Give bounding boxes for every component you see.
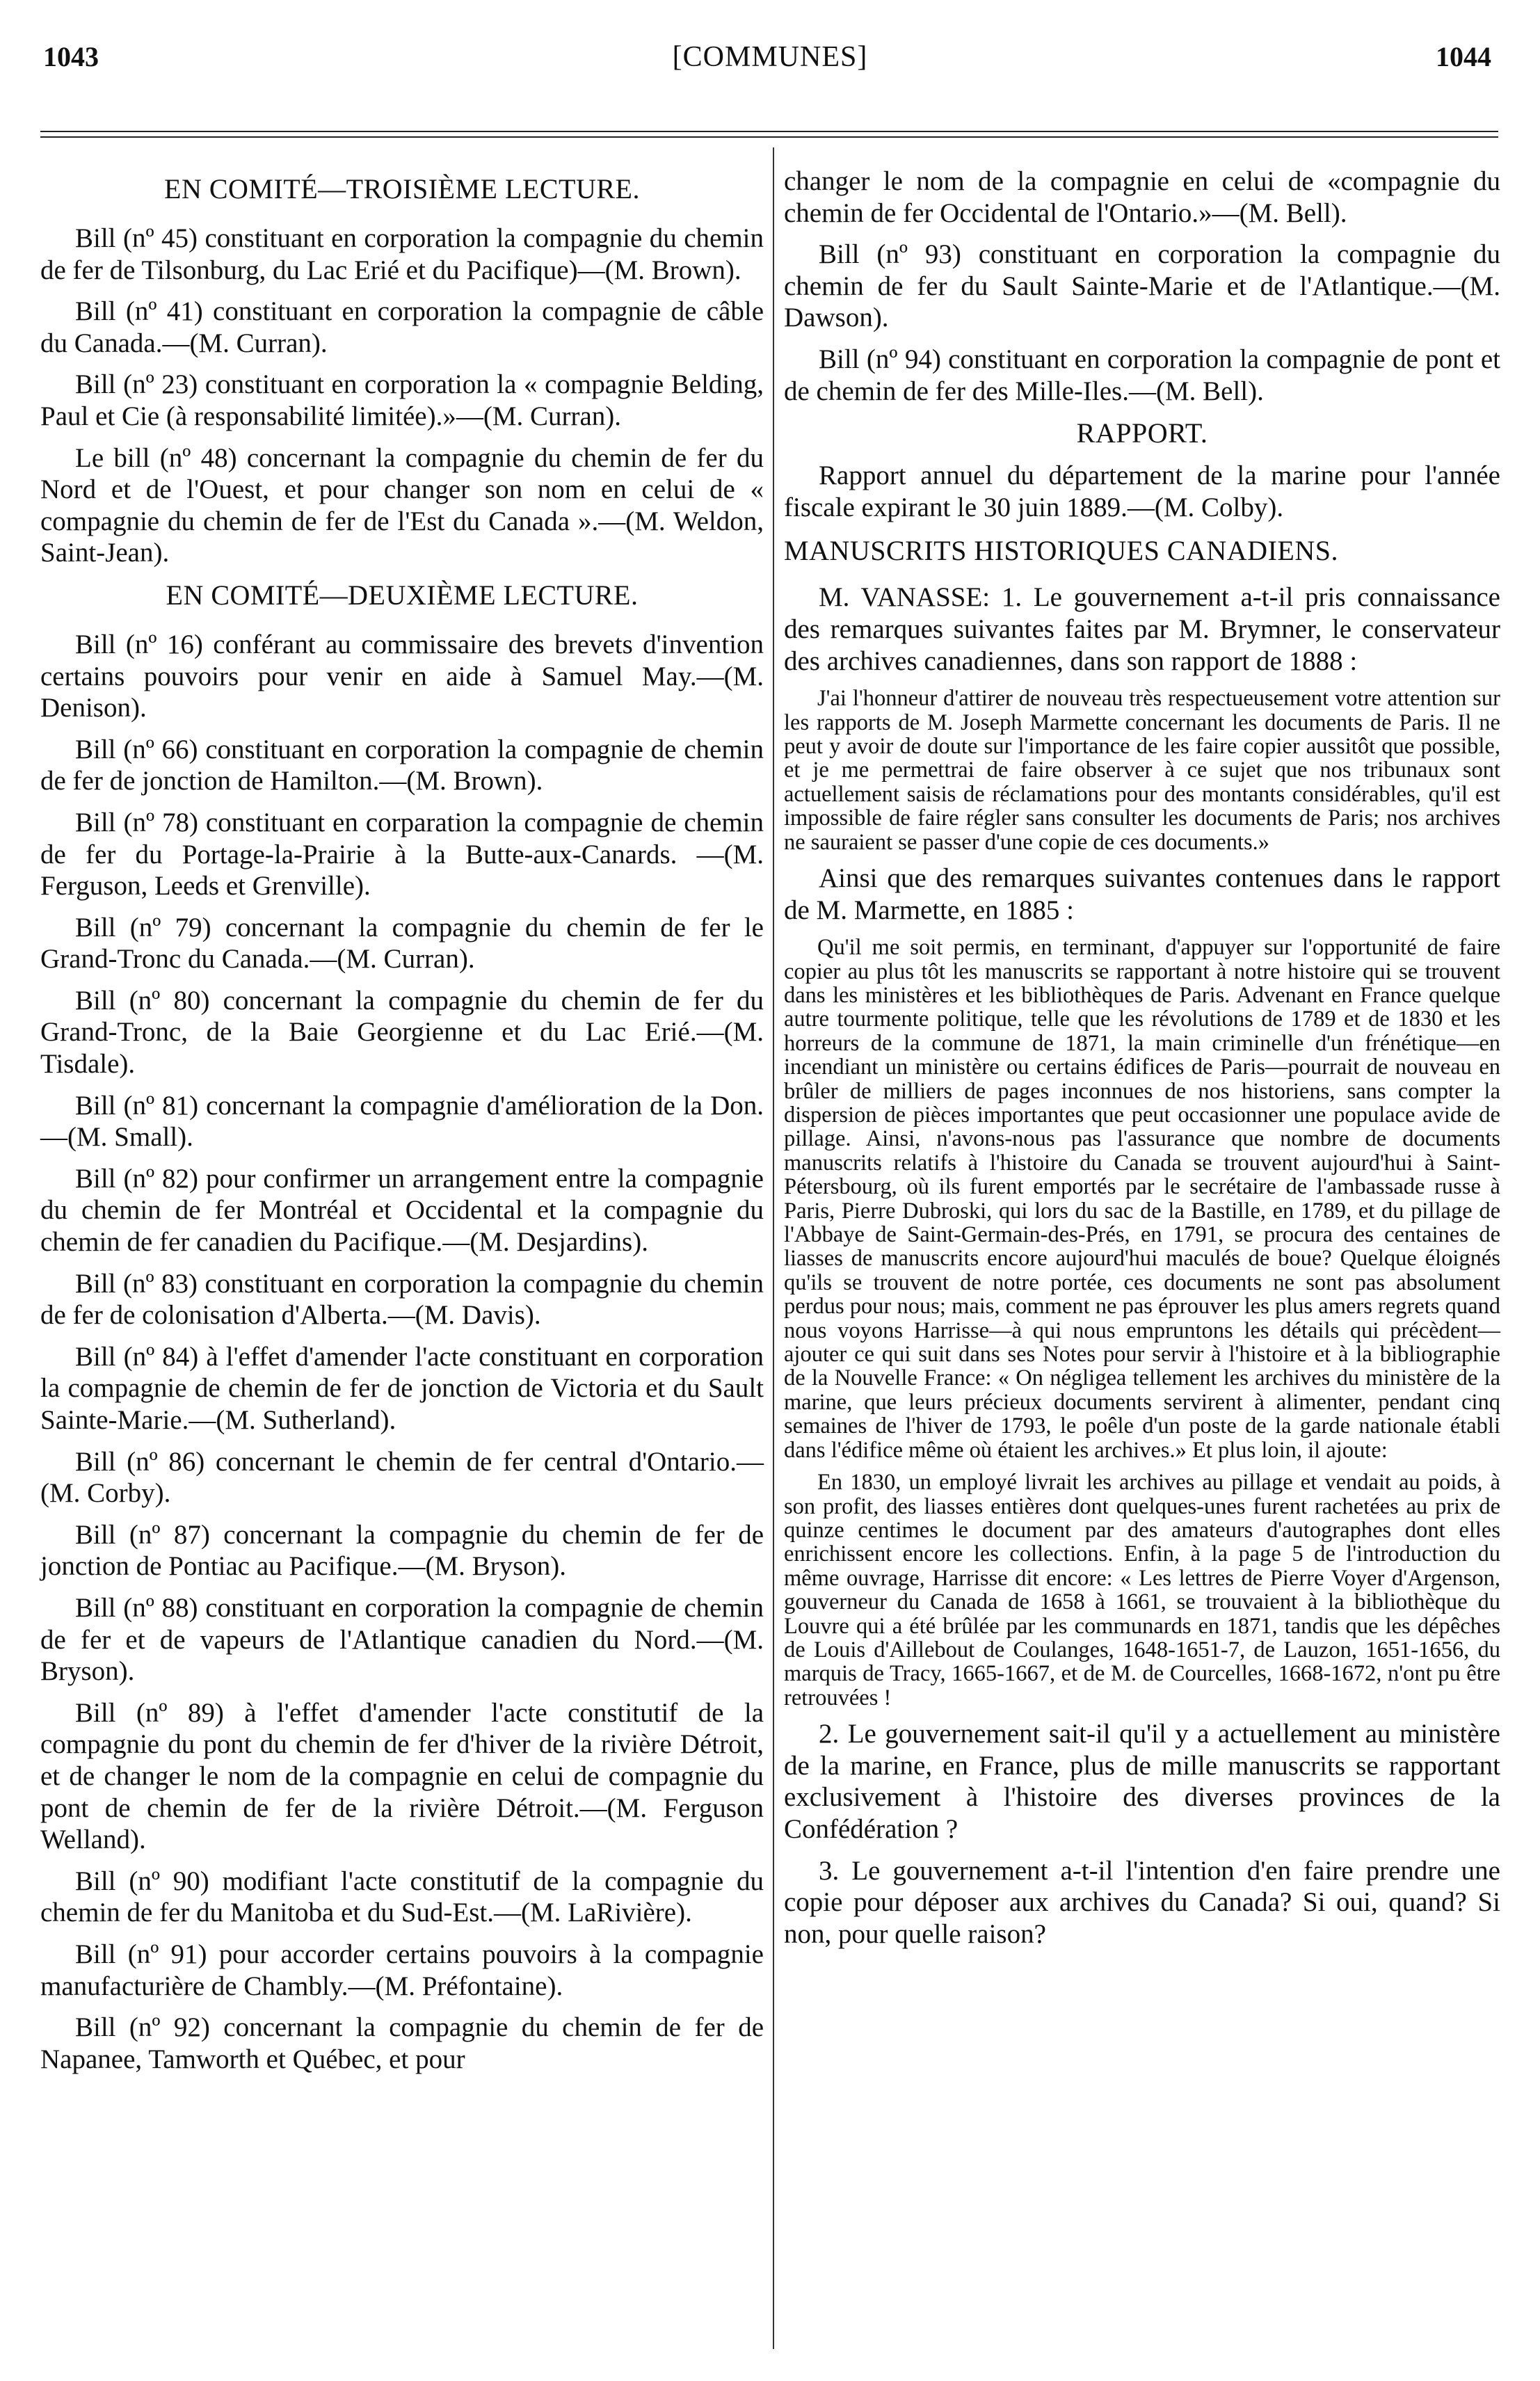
bill-paragraph: Bill (nº 93) constituant en corporation la compagnie du chemin de fer du Sault Sainte-Marie et de l'Atlantique.—(M. Dawson). [784, 239, 1500, 333]
bill-paragraph-continued: changer le nom de la compagnie en celui de «compagnie du chemin de fer Occidental de l'Ontario.»—(M. Bell). [784, 166, 1500, 228]
bill-paragraph: Bill (nº 92) concernant la compagnie du chemin de fer de Napanee, Tamworth et Québec, et pour [40, 2012, 764, 2074]
heading-deuxieme-lecture: EN COMITÉ—DEUXIÈME LECTURE. [166, 579, 639, 611]
bill-paragraph: Bill (nº 41) constituant en corporation la compagnie de câble du Canada.—(M. Curran). [40, 296, 764, 358]
quote-harrisse: En 1830, un employé livrait les archives au pillage et vendait au poids, à son profit, des liasses entières dont quelques-unes furent rachetées au prix de quinze centimes le document par des amateurs d'autographes dont elles enrichissent encore les collections. Enfin, à la page 5 de l'introduction du même ouvrage, Harrisse dit encore: « Les lettres de Pierre Voyer d'Argenson, gouverneur du Canada de 1658 à 1661, se trouvaient à la bibliothèque du Louvre qui a été brûlée par les communards en 1871, tandis que les dépêches de Louis d'Aillebout de Coulanges, 1648-1651-7, de Lauzon, 1651-1656, du marquis de Tracy, 1665-1667, et de M. de Courcelles, 1668-1672, n'ont pu être retrouvées ! [784, 1470, 1500, 1710]
page-header [0, 40, 1540, 89]
bill-paragraph: Bill (nº 84) à l'effet d'amender l'acte constituant en corporation la compagnie de chemin de fer de jonction de Victoria et du Sault Sainte-Marie.—(M. Sutherland). [40, 1341, 764, 1435]
bill-paragraph: Bill (nº 78) constituant en corparation la compagnie de chemin de fer du Portage-la-Prairie à la Butte-aux-Canards. —(M. Ferguson, Leeds et Grenville). [40, 807, 764, 901]
bill-paragraph: Le bill (nº 48) concernant la compagnie du chemin de fer du Nord et de l'Ouest, et pour changer son nom en celui de « compagnie du chemin de fer de l'Est du Canada ».—(M. Weldon, Saint-Jean). [40, 442, 764, 568]
bill-paragraph: Bill (nº 16) conférant au commissaire des brevets d'invention certains pouvoirs pour venir en aide à Samuel May.—(M. Denison). [40, 629, 764, 723]
rapport-paragraph: Rapport annuel du département de la marine pour l'année fiscale expirant le 30 juin 1889.—(M. Colby). [784, 460, 1500, 522]
page-number-left: 1043 [43, 41, 99, 72]
bill-paragraph: Bill (nº 23) constituant en corporation la « compagnie Belding, Paul et Cie (à responsabilité limitée).»—(M. Curran). [40, 369, 764, 431]
bill-paragraph: Bill (nº 91) pour accorder certains pouvoirs à la compagnie manufacturière de Chambly.—(M. Préfontaine). [40, 1939, 764, 2001]
heading-manuscrits: MANUSCRITS HISTORIQUES CANADIENS. [784, 535, 1338, 567]
bill-paragraph: Bill (nº 94) constituant en corporation la compagnie de pont et de chemin de fer des Mille-Iles.—(M. Bell). [784, 344, 1500, 406]
page-number-right: 1044 [1436, 41, 1491, 72]
question-3: 3. Le gouvernement a-t-il l'intention d'en faire prendre une copie pour déposer aux archives du Canada? Si oui, quand? Si non, pour quelle raison? [784, 1855, 1500, 1949]
bill-paragraph: Bill (nº 79) concernant la compagnie du chemin de fer le Grand-Tronc du Canada.—(M. Curran). [40, 912, 764, 975]
quote-brymner: J'ai l'honneur d'attirer de nouveau très respectueusement votre attention sur les rapports de M. Joseph Marmette concernant les documents de Paris. Il ne peut y avoir de doute sur l'importance de les faire copier aussitôt que possible, et je me permettrai de faire observer à ce sujet que nos tribunaux sont actuellement saisis de réclamations pour des montants considérables, qu'il est impossible de faire régler sans consulter les documents de Paris; nos archives ne sauraient se passer d'une copie de ces documents.» [784, 686, 1500, 855]
bill-paragraph: Bill (nº 66) constituant en corporation la compagnie de chemin de fer de jonction de Hamilton.—(M. Brown). [40, 734, 764, 796]
bill-paragraph: Bill (nº 89) à l'effet d'amender l'acte constitutif de la compagnie du pont du chemin de fer d'hiver de la rivière Détroit, et de changer le nom de la compagnie en celui de compagnie du pont de chemin de fer de la rivière Détroit.—(M. Ferguson Welland). [40, 1697, 764, 1855]
bill-paragraph: Bill (nº 90) modifiant l'acte constitutif de la compagnie du chemin de fer du Manitoba et du Sud-Est.—(M. LaRivière). [40, 1866, 764, 1928]
right-column [784, 166, 1500, 1959]
bill-paragraph: Bill (nº 80) concernant la compagnie du chemin de fer du Grand-Tronc, de la Baie Georgienne et du Lac Erié.—(M. Tisdale). [40, 985, 764, 1080]
header-rule-top [40, 131, 1498, 132]
question-2: 2. Le gouvernement sait-il qu'il y a actuellement au ministère de la marine, en France, plus de mille manuscrits se rapportant exclusivement à l'histoire des diverses provinces de la Confédération ? [784, 1719, 1500, 1844]
heading-rapport: RAPPORT. [1076, 417, 1208, 449]
bill-paragraph: Bill (nº 83) constituant en corporation la compagnie du chemin de fer de colonisation d'Alberta.—(M. Davis). [40, 1268, 764, 1331]
intro-marmette: Ainsi que des remarques suivantes contenues dans le rapport de M. Marmette, en 1885 : [784, 863, 1500, 925]
quote-marmette: Qu'il me soit permis, en terminant, d'appuyer sur l'opportunité de faire copier au plus tôt les manuscrits se rapportant à notre histoire qui se trouvent dans les ministères et les bibliothèques de Paris. Advenant en France quelque autre tourmente politique, telle que les révolutions de 1789 et de 1830 et les horreurs de la commune de 1871, la main criminelle d'un frénétique—en incendiant un ministère ou certains édifices de Paris—pourrait de nouveau en brûler de milliers de pages inconnues de nos historiens, sans compter la dispersion de pièces importantes que peut occasionner une populace avide de pillage. Ainsi, n'avons-nous pas l'assurance que nombre de documents manuscrits relatifs à l'histoire du Canada se trouvent aujourd'hui à Saint-Pétersbourg, où ils furent emportés par le secrétaire de l'ambassade russe à Paris, Pierre Dubroski, qui lors du sac de la Bastille, en 1789, et du pillage de l'Abbaye de Saint-Germain-des-Prés, en 1791, se procura des centaines de liasses de manuscrits encore aujourd'hui maculés de boue? Quelque éloignés qu'ils se trouvent de notre portée, ces documents ne sont pas absolument perdus pour nous; mais, comment ne pas éprouver les plus amers regrets quand nous voyons Harrisse—à qui nous empruntons les détails qui précèdent—ajouter ce qui suit dans ses Notes pour servir à l'histoire et à la bibliographie de la Nouvelle France: « On négligea tellement les archives du ministère de la marine, que leurs précieux documents servirent à alimenter, pendant cinq semaines de l'hiver de 1793, le poêle d'un poste de la garde nationale établi dans l'édifice même où étaient les archives.» Et plus loin, il ajoute: [784, 935, 1500, 1463]
bill-paragraph: Bill (nº 88) constituant en corporation la compagnie de chemin de fer et de vapeurs de l'Atlantique canadien du Nord.—(M. Bryson). [40, 1592, 764, 1687]
running-title: [COMMUNES] [672, 41, 868, 73]
column-divider [773, 147, 774, 2349]
header-rule-bottom [40, 136, 1498, 138]
bill-paragraph: Bill (nº 45) constituant en corporation la compagnie du chemin de fer de Tilsonburg, du Lac Erié et du Pacifique)—(M. Brown). [40, 223, 764, 285]
bill-paragraph: Bill (nº 82) pour confirmer un arrangement entre la compagnie du chemin de fer Montréal et Occidental et la compagnie du chemin de fer canadien du Pacifique.—(M. Desjardins). [40, 1163, 764, 1258]
bill-paragraph: Bill (nº 86) concernant le chemin de fer central d'Ontario.—(M. Corby). [40, 1446, 764, 1509]
bill-paragraph: Bill (nº 87) concernant la compagnie du chemin de fer de jonction de Pontiac au Pacifique.—(M. Bryson). [40, 1519, 764, 1582]
question-1: M. VANASSE: 1. Le gouvernement a-t-il pris connaissance des remarques suivantes faites par M. Brymner, le conservateur des archives canadiennes, dans son rapport de 1888 : [784, 582, 1500, 676]
left-column [40, 166, 764, 2085]
bill-paragraph: Bill (nº 81) concernant la compagnie d'amélioration de la Don.—(M. Small). [40, 1090, 764, 1153]
heading-troisieme-lecture: EN COMITÉ—TROISIÈME LECTURE. [164, 173, 640, 205]
